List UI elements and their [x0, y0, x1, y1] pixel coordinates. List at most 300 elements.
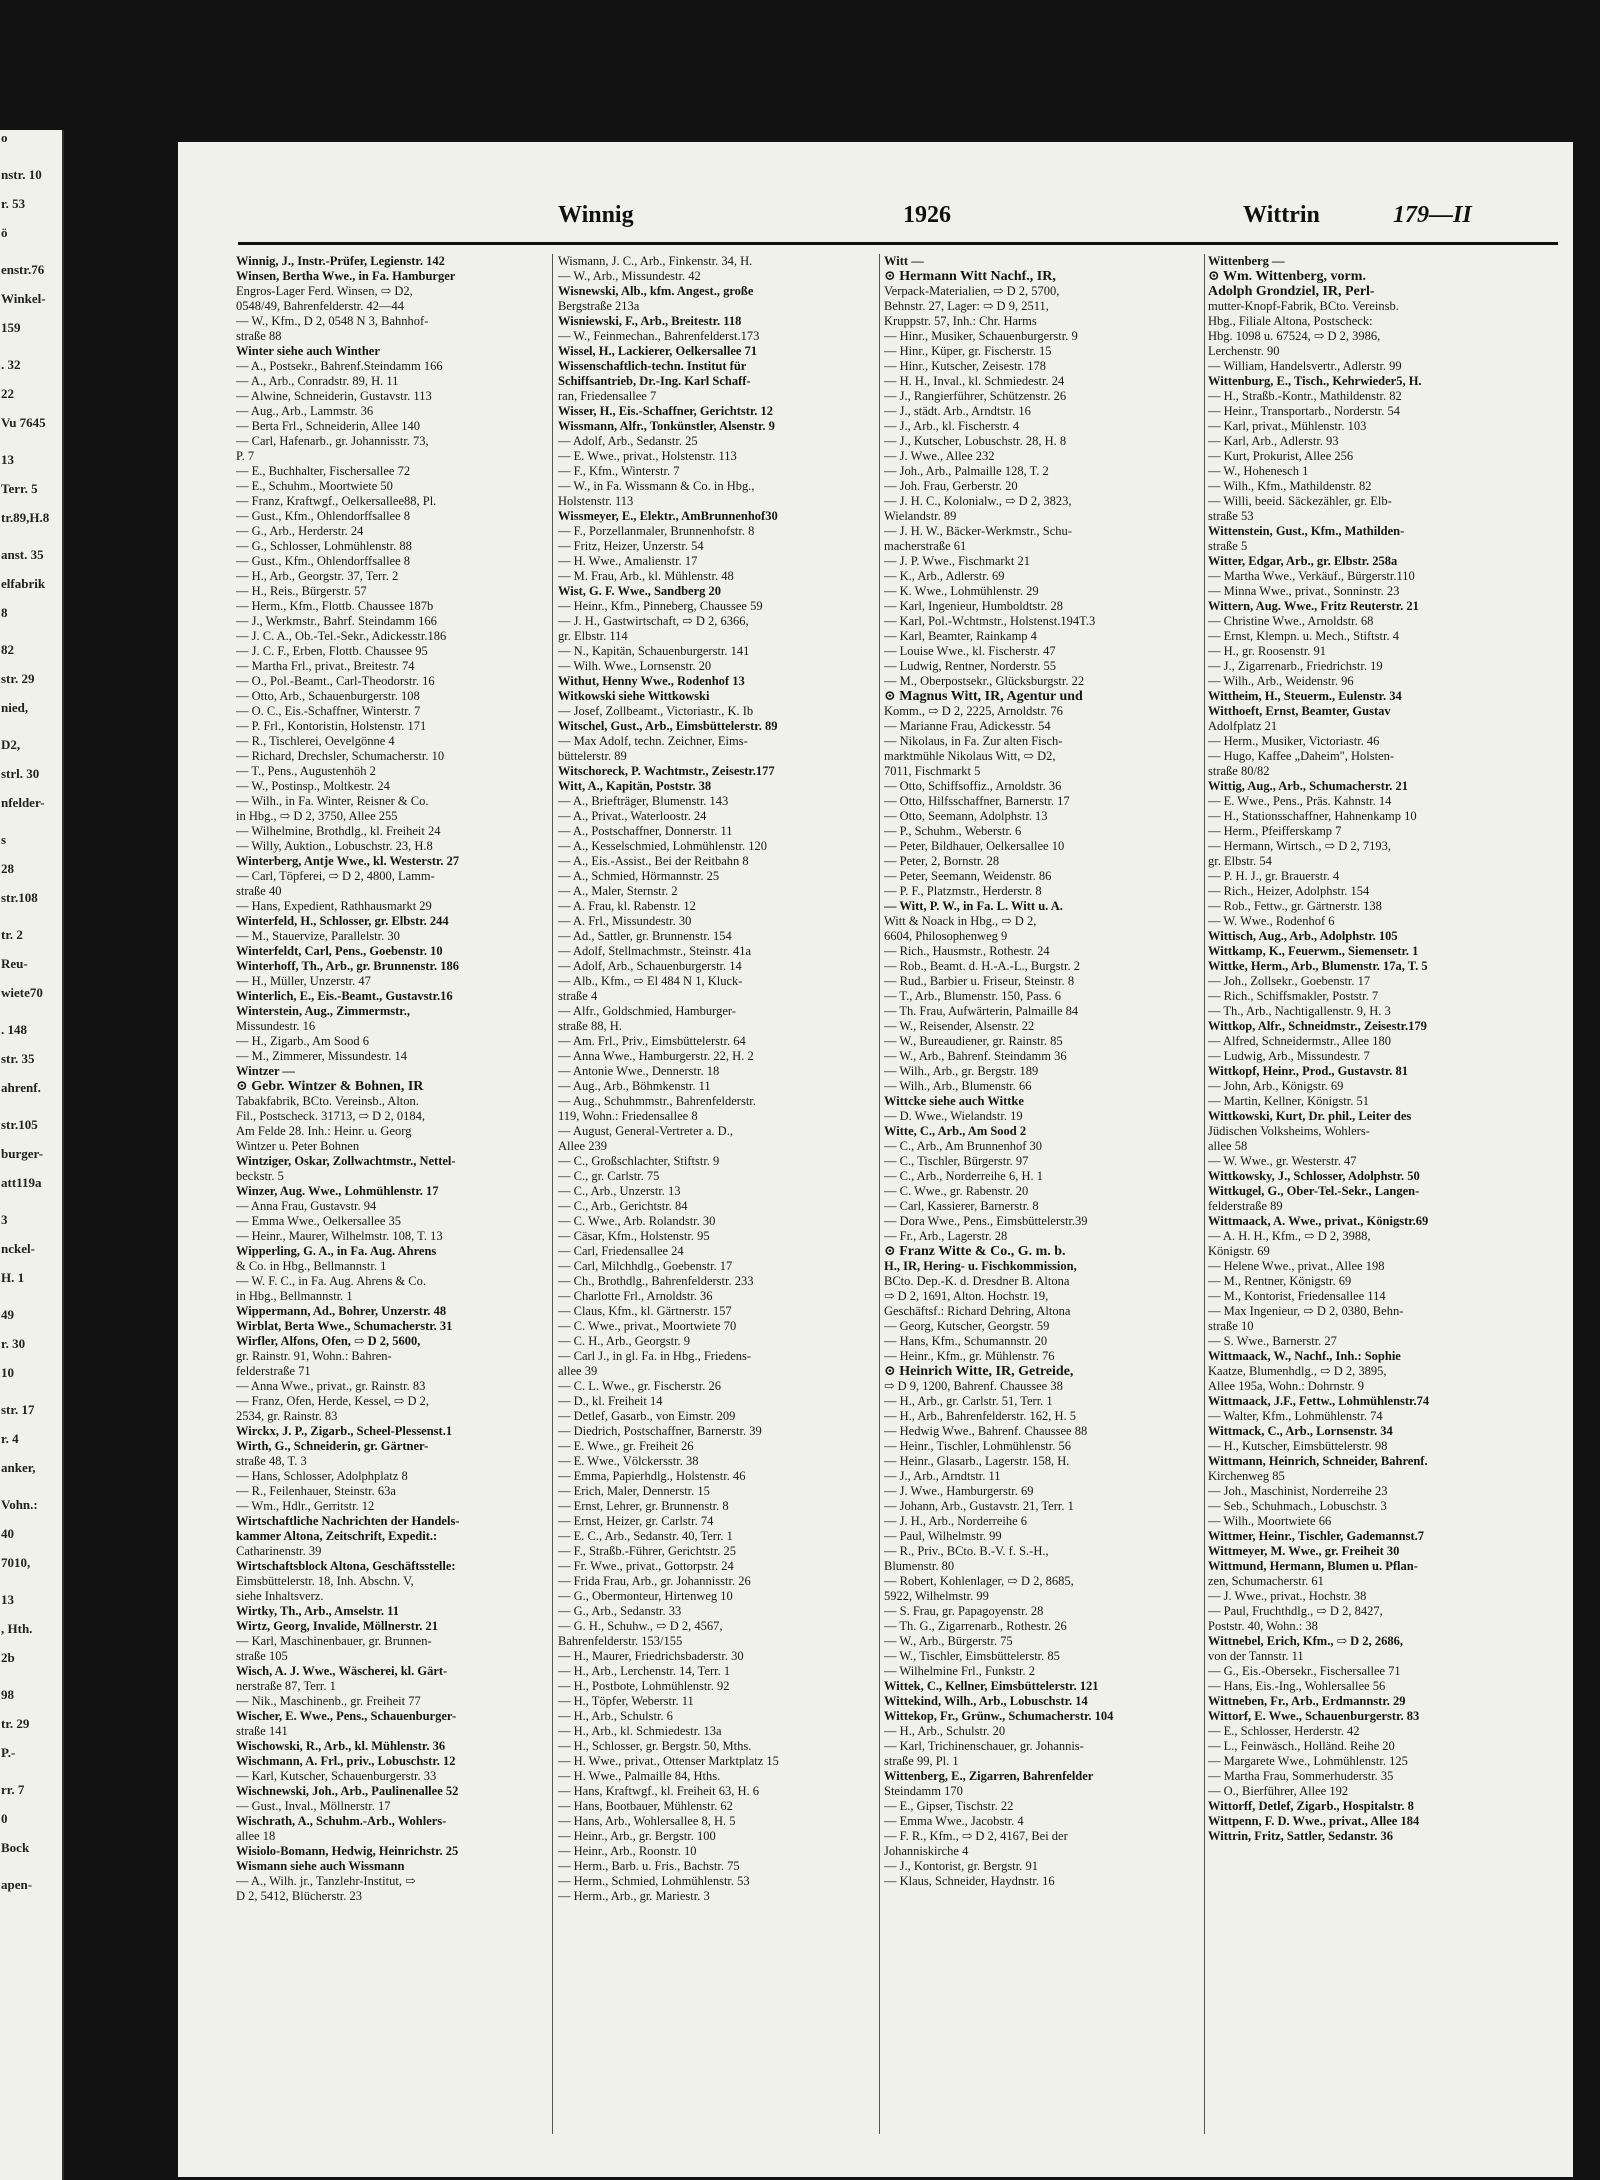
directory-entry: — Herm., Musiker, Victoriastr. 46 [1208, 734, 1380, 748]
directory-entry: — Wilhelmine, Brothdlg., kl. Freiheit 24 [236, 824, 441, 838]
directory-entry: straße 4 [558, 989, 598, 1003]
directory-entry: Wittmund, Hermann, Blumen u. Pflan- [1208, 1559, 1418, 1573]
directory-entry: siehe Inhaltsverz. [236, 1589, 324, 1603]
directory-entry: Winterfeld, H., Schlosser, gr. Elbstr. 244 [236, 914, 449, 928]
strip-fragment: 159 [1, 320, 21, 335]
directory-entry: — H. Wwe., privat., Ottenser Marktplatz 15 [558, 1754, 779, 1768]
directory-entry: — Herm., Kfm., Flottb. Chaussee 187b [236, 599, 434, 613]
directory-entry: Wittern, Aug. Wwe., Fritz Reuterstr. 21 [1208, 599, 1419, 613]
directory-entry: — Hans, Eis.-Ing., Wohlersallee 56 [1208, 1679, 1386, 1693]
directory-entry: — J. H. W., Bäcker-Werkmstr., Schu- [884, 524, 1072, 538]
directory-entry: Tabakfabrik, BCto. Vereinsb., Alton. [236, 1094, 419, 1108]
directory-entry: — Antonie Wwe., Dennerstr. 18 [558, 1064, 720, 1078]
directory-entry: — F., Straßb.-Führer, Gerichtstr. 25 [558, 1544, 736, 1558]
directory-entry: Winterstein, Aug., Zimmermstr., [236, 1004, 410, 1018]
directory-entry: — H., Maurer, Friedrichsbaderstr. 30 [558, 1649, 744, 1663]
directory-entry: — H., Straßb.-Kontr., Mathildenstr. 82 [1208, 389, 1402, 403]
directory-entry: — Otto, Arb., Schauenburgerstr. 108 [236, 689, 420, 703]
strip-fragment: . 32 [1, 357, 21, 372]
header-rule [238, 242, 1558, 245]
directory-entry: — H. Wwe., Amalienstr. 17 [558, 554, 698, 568]
directory-entry: Winterhoff, Th., Arb., gr. Brunnenstr. 186 [236, 959, 459, 973]
directory-entry: Winzer, Aug. Wwe., Lohmühlenstr. 17 [236, 1184, 439, 1198]
directory-entry: Wirckx, J. P., Zigarb., Scheel-Plessenst.1 [236, 1424, 453, 1438]
directory-entry: — Martin, Kellner, Königstr. 51 [1208, 1094, 1369, 1108]
directory-entry: — Louise Wwe., kl. Fischerstr. 47 [884, 644, 1056, 658]
directory-entry: — Charlotte Frl., Arnoldstr. 36 [558, 1289, 713, 1303]
directory-entry: — Heinr., Arb., gr. Bergstr. 100 [558, 1829, 716, 1843]
directory-entry: in Hbg., ⇨ D 2, 3750, Allee 255 [236, 809, 398, 823]
directory-entry: — P. F., Platzmstr., Herderstr. 8 [884, 884, 1042, 898]
directory-entry: Lerchenstr. 90 [1208, 344, 1280, 358]
directory-entry: — Rich., Heizer, Adolphstr. 154 [1208, 884, 1370, 898]
strip-fragment: enstr.76 [1, 262, 45, 277]
directory-entry: — Heinr., Maurer, Wilhelmstr. 108, T. 13 [236, 1229, 443, 1243]
directory-entry: — H., Arb., kl. Schmiedestr. 13a [558, 1724, 722, 1738]
directory-entry: — R., Priv., BCto. B.-V. f. S.-H., [884, 1544, 1049, 1558]
directory-entry: Wipperling, G. A., in Fa. Aug. Ahrens [236, 1244, 437, 1258]
directory-entry: Wittkopf, Heinr., Prod., Gustavstr. 81 [1208, 1064, 1409, 1078]
directory-entry: — Paul, Fruchthdlg., ⇨ D 2, 8427, [1208, 1604, 1383, 1618]
firm-entry: ⊙ Franz Witte & Co., G. m. b. [884, 1244, 1066, 1259]
directory-entry: — W., Hohenesch 1 [1208, 464, 1309, 478]
directory-entry: — Rud., Barbier u. Friseur, Steinstr. 8 [884, 974, 1075, 988]
strip-fragment: H. 1 [1, 1270, 25, 1285]
directory-entry: allee 39 [558, 1364, 598, 1378]
directory-entry: — Dora Wwe., Pens., Eimsbüttelerstr.39 [884, 1214, 1088, 1228]
directory-entry: — C. L. Wwe., gr. Fischerstr. 26 [558, 1379, 721, 1393]
directory-entry: — G., Schlosser, Lohmühlenstr. 88 [236, 539, 412, 553]
directory-entry: Winterlich, E., Eis.-Beamt., Gustavstr.16 [236, 989, 453, 1003]
directory-entry: — Wilh., Arb., Weidenstr. 96 [1208, 674, 1354, 688]
directory-entry: — O. C., Eis.-Schaffner, Winterstr. 7 [236, 704, 421, 718]
directory-entry: — Herm., Pfeifferskamp 7 [1208, 824, 1342, 838]
directory-entry: — O., Bierführer, Allee 192 [1208, 1784, 1349, 1798]
header-last-name: Wittrin [1243, 202, 1320, 228]
strip-fragment: 3 [1, 1212, 8, 1227]
strip-fragment: str.108 [1, 890, 38, 905]
directory-entry: Eimsbüttelerstr. 18, Inh. Abschn. V, [236, 1574, 414, 1588]
directory-entry: — Heinr., Glasarb., Lagerstr. 158, H. [884, 1454, 1070, 1468]
directory-entry: — C. Wwe., Arb. Rolandstr. 30 [558, 1214, 716, 1228]
column-divider [1204, 254, 1205, 2134]
directory-entry: — Aug., Arb., Lammstr. 36 [236, 404, 374, 418]
directory-entry: — J. Wwe., Allee 232 [884, 449, 995, 463]
directory-entry: — Herm., Barb. u. Fris., Bachstr. 75 [558, 1859, 740, 1873]
directory-entry: Witt — [884, 254, 924, 268]
strip-fragment: , Hth. [1, 1621, 33, 1636]
directory-entry: ⇨ D 2, 1691, Alton. Hochstr. 19, [884, 1289, 1049, 1303]
directory-entry: — J. H., Arb., Norderreihe 6 [884, 1514, 1028, 1528]
directory-entry: Wielandstr. 89 [884, 509, 957, 523]
directory-entry: — Alb., Kfm., ⇨ El 484 N 1, Kluck- [558, 974, 743, 988]
directory-entry: — H. Wwe., Palmaille 84, Hths. [558, 1769, 721, 1783]
strip-fragment: 98 [1, 1687, 14, 1702]
directory-entry: Witschel, Gust., Arb., Eimsbüttelerstr. 89 [558, 719, 778, 733]
strip-fragment: 7010, [1, 1555, 31, 1570]
directory-entry: — H., Töpfer, Weberstr. 11 [558, 1694, 694, 1708]
directory-entry: — Witt, P. W., in Fa. L. Witt u. A. [884, 899, 1063, 913]
directory-entry: 119, Wohn.: Friedensallee 8 [558, 1109, 698, 1123]
directory-entry: — Willi, beeid. Säckezähler, gr. Elb- [1208, 494, 1392, 508]
strip-fragment: rr. 7 [1, 1782, 25, 1797]
strip-fragment: 2b [1, 1650, 15, 1665]
directory-entry: — J., Rangierführer, Schützenstr. 26 [884, 389, 1067, 403]
directory-entry: — Carl, Töpferei, ⇨ D 2, 4800, Lamm- [236, 869, 435, 883]
strip-fragment: att119a [1, 1175, 42, 1190]
directory-entry: Withut, Henny Wwe., Rodenhof 13 [558, 674, 745, 688]
directory-entry: — Joh., Arb., Palmaille 128, T. 2 [884, 464, 1049, 478]
directory-entry: — Hinr., Küper, gr. Fischerstr. 15 [884, 344, 1052, 358]
strip-fragment: 10 [1, 1365, 14, 1380]
directory-entry: — N., Kapitän, Schauenburgerstr. 141 [558, 644, 750, 658]
directory-entry: — G. H., Schuhw., ⇨ D 2, 4567, [558, 1619, 723, 1633]
directory-entry: — W. Wwe., Rodenhof 6 [1208, 914, 1335, 928]
directory-entry: Wischowski, R., Arb., kl. Mühlenstr. 36 [236, 1739, 446, 1753]
directory-entry: Wischmann, A. Frl., priv., Lobuschstr. 12 [236, 1754, 456, 1768]
directory-entry: — Martha Frau, Sommerhuderstr. 35 [1208, 1769, 1394, 1783]
directory-entry: — Max Adolf, techn. Zeichner, Eims- [558, 734, 748, 748]
strip-fragment: ö [1, 225, 8, 240]
directory-entry: Johanniskirche 4 [884, 1844, 969, 1858]
directory-entry: — Kurt, Prokurist, Allee 256 [1208, 449, 1354, 463]
directory-entry: — Alfr., Goldschmied, Hamburger- [558, 1004, 736, 1018]
directory-entry: — Hans, Bootbauer, Mühlenstr. 62 [558, 1799, 733, 1813]
directory-entry: Wittig, Aug., Arb., Schumacherstr. 21 [1208, 779, 1409, 793]
directory-entry: Wittkugel, G., Ober-Tel.-Sekr., Langen- [1208, 1184, 1420, 1198]
strip-fragment: anker, [1, 1460, 36, 1475]
directory-entry: — H., Müller, Unzerstr. 47 [236, 974, 371, 988]
directory-entry: — Wilh., Arb., Blumenstr. 66 [884, 1079, 1032, 1093]
directory-entry: Wirfler, Alfons, Ofen, ⇨ D 2, 5600, [236, 1334, 421, 1348]
column-4 [1208, 254, 1538, 2154]
directory-entry: Wissmeyer, E., Elektr., AmBrunnenhof30 [558, 509, 778, 523]
strip-fragment: str. 35 [1, 1051, 35, 1066]
directory-entry: — R., Feilenhauer, Steinstr. 63a [236, 1484, 396, 1498]
strip-fragment: ahrenf. [1, 1080, 41, 1095]
strip-fragment: r. 53 [1, 196, 26, 211]
directory-entry: felderstraße 71 [236, 1364, 311, 1378]
directory-entry: — W. F. C., in Fa. Aug. Ahrens & Co. [236, 1274, 426, 1288]
directory-entry: — Th. Frau, Aufwärterin, Palmaille 84 [884, 1004, 1079, 1018]
directory-entry: Winterfeldt, Carl, Pens., Goebenstr. 10 [236, 944, 443, 958]
directory-entry: — J., Arb., kl. Fischerstr. 4 [884, 419, 1020, 433]
directory-entry: — E. Wwe., privat., Holstenstr. 113 [558, 449, 737, 463]
directory-entry: — E. Wwe., Pens., Präs. Kahnstr. 14 [1208, 794, 1392, 808]
directory-entry: — Karl, Kutscher, Schauenburgerstr. 33 [236, 1769, 437, 1783]
directory-entry: — M. Frau, Arb., kl. Mühlenstr. 48 [558, 569, 734, 583]
directory-entry: — Adolf, Arb., Schauenburgerstr. 14 [558, 959, 742, 973]
directory-entry: straße 141 [236, 1724, 288, 1738]
directory-entry: — A. Frl., Missundestr. 30 [558, 914, 692, 928]
directory-entry: — A., Wilh. jr., Tanzlehr-Institut, ⇨ [236, 1874, 416, 1888]
directory-entry: — H. H., Inval., kl. Schmiedestr. 24 [884, 374, 1065, 388]
directory-entry: — H., Reis., Bürgerstr. 57 [236, 584, 367, 598]
strip-fragment: strl. 30 [1, 766, 40, 781]
directory-entry: — Am. Frl., Priv., Eimsbüttelerstr. 64 [558, 1034, 746, 1048]
directory-entry: — W., Reisender, Alsenstr. 22 [884, 1019, 1035, 1033]
directory-entry: — A. H. H., Kfm., ⇨ D 2, 3988, [1208, 1229, 1371, 1243]
strip-fragment: nstr. 10 [1, 167, 42, 182]
header-first-name: Winnig [558, 202, 634, 228]
directory-entry: Kruppstr. 57, Inh.: Chr. Harms [884, 314, 1037, 328]
strip-fragment: Vohn.: [1, 1497, 38, 1512]
page-header [238, 202, 1548, 242]
directory-entry: — Aug., Schuhmmstr., Bahrenfelderstr. [558, 1094, 756, 1108]
directory-entry: Wittkowski, Kurt, Dr. phil., Leiter des [1208, 1109, 1412, 1123]
directory-entry: — G., Arb., Sedanstr. 33 [558, 1604, 682, 1618]
directory-entry: Wintzer u. Peter Bohnen [236, 1139, 360, 1153]
directory-entry: — A., Maler, Sternstr. 2 [558, 884, 678, 898]
directory-entry: — E., Schuhm., Moortwiete 50 [236, 479, 393, 493]
directory-entry: — Karl, privat., Mühlenstr. 103 [1208, 419, 1367, 433]
directory-entry: — Willy, Auktion., Lobuschstr. 23, H.8 [236, 839, 433, 853]
firm-entry: ⊙ Magnus Witt, IR, Agentur und [884, 689, 1083, 704]
directory-entry: Fil., Postscheck. 31713, ⇨ D 2, 0184, [236, 1109, 425, 1123]
directory-entry: — Rob., Beamt. d. H.-A.-L., Burgstr. 2 [884, 959, 1080, 973]
directory-entry: — Karl, Pol.-Wchtmstr., Holstenst.194T.3 [884, 614, 1096, 628]
directory-entry: — Karl, Arb., Adlerstr. 93 [1208, 434, 1339, 448]
directory-entry: — Carl, Hafenarb., gr. Johannisstr. 73, [236, 434, 429, 448]
directory-entry: ran, Friedensallee 7 [558, 389, 657, 403]
directory-entry: Steindamm 170 [884, 1784, 963, 1798]
directory-entry: — Hans, Kfm., Schumannstr. 20 [884, 1334, 1048, 1348]
directory-entry: ⇨ D 9, 1200, Bahrenf. Chaussee 38 [884, 1379, 1063, 1393]
directory-entry: Winsen, Bertha Wwe., in Fa. Hamburger [236, 269, 456, 283]
strip-fragment: 0 [1, 1811, 8, 1826]
directory-entry: — Helene Wwe., privat., Allee 198 [1208, 1259, 1385, 1273]
directory-entry: — G., Arb., Herderstr. 24 [236, 524, 364, 538]
directory-entry: — J. C. A., Ob.-Tel.-Sekr., Adickesstr.186 [236, 629, 447, 643]
directory-entry: Wittmaack, W., Nachf., Inh.: Sophie [1208, 1349, 1401, 1363]
directory-entry: — Otto, Schiffsoffiz., Arnoldstr. 36 [884, 779, 1062, 793]
strip-fragment: str. 17 [1, 1402, 35, 1417]
directory-entry: — J. Wwe., privat., Hochstr. 38 [1208, 1589, 1367, 1603]
directory-entry: straße 99, Pl. 1 [884, 1754, 959, 1768]
directory-entry: Wittke, Herm., Arb., Blumenstr. 17a, T. 5 [1208, 959, 1428, 973]
strip-fragment: Bock [1, 1840, 30, 1855]
directory-entry: — Th., Arb., Nachtigallenstr. 9, H. 3 [1208, 1004, 1391, 1018]
directory-entry: — H., Arb., Lerchenstr. 14, Terr. 1 [558, 1664, 731, 1678]
directory-entry: — H., Kutscher, Eimsbüttelerstr. 98 [1208, 1439, 1388, 1453]
directory-entry: von der Tannstr. 11 [1208, 1649, 1304, 1663]
directory-entry: straße 48, T. 3 [236, 1454, 307, 1468]
directory-entry: — W. Wwe., gr. Westerstr. 47 [1208, 1154, 1357, 1168]
directory-entry: — E. C., Arb., Sedanstr. 40, Terr. 1 [558, 1529, 733, 1543]
directory-entry: straße 53 [1208, 509, 1254, 523]
directory-entry: — Wilh., Kfm., Mathildenstr. 82 [1208, 479, 1372, 493]
column-1 [236, 254, 548, 2154]
directory-entry: — Karl, Ingenieur, Humboldtstr. 28 [884, 599, 1063, 613]
strip-fragment: anst. 35 [1, 547, 44, 562]
directory-entry: nerstraße 87, Terr. 1 [236, 1679, 336, 1693]
directory-entry: — Hans, Arb., Wohlersallee 8, H. 5 [558, 1814, 736, 1828]
directory-entry: — C., Arb., Norderreihe 6, H. 1 [884, 1169, 1043, 1183]
directory-entry: Wittpenn, F. D. Wwe., privat., Allee 184 [1208, 1814, 1420, 1828]
directory-entry: D 2, 5412, Blücherstr. 23 [236, 1889, 363, 1903]
directory-entry: — J. P. Wwe., Fischmarkt 21 [884, 554, 1030, 568]
directory-page [178, 142, 1573, 2177]
directory-entry: Wittenberg, E., Zigarren, Bahrenfelder [884, 1769, 1094, 1783]
strip-fragment: apen- [1, 1877, 33, 1892]
directory-entry: — Carl, Friedensallee 24 [558, 1244, 684, 1258]
directory-entry: Bergstraße 213a [558, 299, 640, 313]
directory-entry: — Hermann, Wirtsch., ⇨ D 2, 7193, [1208, 839, 1391, 853]
directory-entry: — J. C. F., Erben, Flottb. Chaussee 95 [236, 644, 428, 658]
directory-entry: — A., Kesselschmied, Lohmühlenstr. 120 [558, 839, 768, 853]
directory-entry: — C. Wwe., privat., Moortwiete 70 [558, 1319, 737, 1333]
directory-entry: beckstr. 5 [236, 1169, 284, 1183]
directory-entry: straße 88 [236, 329, 282, 343]
directory-entry: — Wilhelmine Frl., Funkstr. 2 [884, 1664, 1036, 1678]
directory-entry: — Berta Frl., Schneiderin, Allee 140 [236, 419, 420, 433]
strip-fragment: o [1, 130, 8, 145]
directory-entry: Wissel, H., Lackierer, Oelkersallee 71 [558, 344, 758, 358]
strip-fragment: r. 30 [1, 1336, 26, 1351]
directory-entry: Wist, G. F. Wwe., Sandberg 20 [558, 584, 721, 598]
directory-entry: Poststr. 40, Wohn.: 38 [1208, 1619, 1318, 1633]
directory-entry: zen, Schumacherstr. 61 [1208, 1574, 1324, 1588]
directory-entry: — W., Arb., Missundestr. 42 [558, 269, 701, 283]
directory-entry: Jüdischen Volksheims, Wohlers- [1208, 1124, 1370, 1138]
directory-entry: Holstenstr. 113 [558, 494, 634, 508]
directory-entry: — Peter, 2, Bornstr. 28 [884, 854, 1000, 868]
directory-entry: — P. Frl., Kontoristin, Holstenstr. 171 [236, 719, 427, 733]
strip-fragment: P.- [1, 1745, 16, 1760]
directory-entry: — Fr. Wwe., privat., Gottorpstr. 24 [558, 1559, 734, 1573]
directory-entry: Wismann, J. C., Arb., Finkenstr. 34, H. [558, 254, 753, 268]
directory-entry: — Carl J., in gl. Fa. in Hbg., Friedens- [558, 1349, 752, 1363]
directory-entry: Engros-Lager Ferd. Winsen, ⇨ D2, [236, 284, 413, 298]
directory-entry: — Fritz, Heizer, Unzerstr. 54 [558, 539, 704, 553]
directory-entry: — C., Arb., Am Brunnenhof 30 [884, 1139, 1042, 1153]
directory-entry: Wittekop, Fr., Grünw., Schumacherstr. 104 [884, 1709, 1114, 1723]
strip-fragment: tr. 29 [1, 1716, 30, 1731]
directory-entry: — P., Schuhm., Weberstr. 6 [884, 824, 1022, 838]
directory-entry: Wirth, G., Schneiderin, gr. Gärtner- [236, 1439, 429, 1453]
directory-entry: — J., Kutscher, Lobuschstr. 28, H. 8 [884, 434, 1067, 448]
directory-entry: — J. Wwe., Hamburgerstr. 69 [884, 1484, 1034, 1498]
strip-fragment: nckel- [1, 1241, 35, 1256]
directory-entry: — D., kl. Freiheit 14 [558, 1394, 663, 1408]
directory-entry: — Gust., Kfm., Ohlendorffsallee 8 [236, 554, 411, 568]
strip-fragment: Winkel- [1, 291, 46, 306]
directory-entry: — Martha Wwe., Verkäuf., Bürgerstr.110 [1208, 569, 1415, 583]
directory-entry: — M., Kontorist, Friedensallee 114 [1208, 1289, 1386, 1303]
directory-entry: Wintzer — [236, 1064, 295, 1078]
directory-entry: — M., Stauervize, Parallelstr. 30 [236, 929, 400, 943]
directory-entry: — A., Schmied, Hörmannstr. 25 [558, 869, 720, 883]
directory-entry: Wittmann, Heinrich, Schneider, Bahrenf. [1208, 1454, 1428, 1468]
directory-entry: Komm., ⇨ D 2, 2225, Arnoldstr. 76 [884, 704, 1063, 718]
directory-entry: Witte, C., Arb., Am Sood 2 [884, 1124, 1027, 1138]
directory-entry: — Herm., Schmied, Lohmühlenstr. 53 [558, 1874, 750, 1888]
directory-entry: — Gust., Inval., Möllnerstr. 17 [236, 1799, 391, 1813]
directory-entry: — Otto, Hilfsschaffner, Barnerstr. 17 [884, 794, 1070, 808]
directory-entry: — Carl, Kassierer, Barnerstr. 8 [884, 1199, 1039, 1213]
directory-entry: — E. Wwe., Völckersstr. 38 [558, 1454, 699, 1468]
directory-entry: Verpack-Materialien, ⇨ D 2, 5700, [884, 284, 1060, 298]
directory-entry: — Anna Frau, Gustavstr. 94 [236, 1199, 377, 1213]
directory-entry: gr. Elbstr. 54 [1208, 854, 1272, 868]
directory-entry: H., IR, Hering- u. Fischkommission, [884, 1259, 1077, 1273]
directory-entry: — Heinr., Kfm., Pinneberg, Chaussee 59 [558, 599, 763, 613]
directory-entry: — Robert, Kohlenlager, ⇨ D 2, 8685, [884, 1574, 1074, 1588]
directory-entry: felderstraße 89 [1208, 1199, 1283, 1213]
directory-entry: — L., Feinwäsch., Holländ. Reihe 20 [1208, 1739, 1395, 1753]
strip-fragment: 40 [1, 1526, 14, 1541]
strip-fragment: nfelder- [1, 795, 45, 810]
directory-entry: Königstr. 69 [1208, 1244, 1270, 1258]
directory-entry: Wissmann, Alfr., Tonkünstler, Alsenstr. 9 [558, 419, 775, 433]
directory-entry: Wischer, E. Wwe., Pens., Schauenburger- [236, 1709, 457, 1723]
strip-fragment: str.105 [1, 1117, 38, 1132]
directory-entry: Adolfplatz 21 [1208, 719, 1278, 733]
directory-entry: Wirtschaftsblock Altona, Geschäftsstelle: [236, 1559, 456, 1573]
strip-fragment: Reu- [1, 956, 28, 971]
directory-entry: Wittheim, H., Steuerm., Eulenstr. 34 [1208, 689, 1402, 703]
directory-entry: — E., Buchhalter, Fischersallee 72 [236, 464, 411, 478]
directory-entry: Witkowski siehe Wittkowski [558, 689, 710, 703]
directory-entry: Missundestr. 16 [236, 1019, 316, 1033]
directory-entry: — Joh., Maschinist, Norderreihe 23 [1208, 1484, 1388, 1498]
directory-entry: — J., Arb., Arndtstr. 11 [884, 1469, 1001, 1483]
strip-fragment: 49 [1, 1307, 14, 1322]
directory-entry: — H., Arb., Schulstr. 20 [884, 1724, 1006, 1738]
directory-entry: — A., Privat., Waterloostr. 24 [558, 809, 707, 823]
directory-entry: — C., Großschlachter, Stiftstr. 9 [558, 1154, 720, 1168]
directory-entry: — Seb., Schuhmach., Lobuschstr. 3 [1208, 1499, 1387, 1513]
directory-entry: — T., Arb., Blumenstr. 150, Pass. 6 [884, 989, 1061, 1003]
directory-entry: — P. H. J., gr. Brauerstr. 4 [1208, 869, 1340, 883]
directory-entry: — K. Wwe., Lohmühlenstr. 29 [884, 584, 1039, 598]
directory-entry: — Heinr., Arb., Roonstr. 10 [558, 1844, 697, 1858]
directory-entry: — F. R., Kfm., ⇨ D 2, 4167, Bei der [884, 1829, 1068, 1843]
directory-entry: — F., Porzellanmaler, Brunnenhofstr. 8 [558, 524, 755, 538]
directory-entry: Wittkop, Alfr., Schneidmstr., Zeisestr.179 [1208, 1019, 1427, 1033]
directory-entry: Wischnewski, Joh., Arb., Paulinenallee 52 [236, 1784, 459, 1798]
directory-entry: — Claus, Kfm., kl. Gärtnerstr. 157 [558, 1304, 732, 1318]
directory-entry: Wittenburg, E., Tisch., Kehrwieder5, H. [1208, 374, 1422, 388]
directory-entry: — Margarete Wwe., Lohmühlenstr. 125 [1208, 1754, 1408, 1768]
directory-entry: Schiffsantrieb, Dr.-Ing. Karl Schaff- [558, 374, 751, 388]
directory-entry: Allee 239 [558, 1139, 607, 1153]
directory-entry: — W., Postinsp., Moltkestr. 24 [236, 779, 390, 793]
column-divider [552, 254, 553, 2134]
directory-entry: — M., Rentner, Königstr. 69 [1208, 1274, 1352, 1288]
directory-entry: straße 10 [1208, 1319, 1254, 1333]
strip-fragment: elfabrik [1, 576, 46, 591]
directory-entry: macherstraße 61 [884, 539, 967, 553]
directory-entry: — Gust., Kfm., Ohlendorffsallee 8 [236, 509, 411, 523]
directory-entry: Blumenstr. 80 [884, 1559, 955, 1573]
directory-entry: — Heinr., Tischler, Lohmühlenstr. 56 [884, 1439, 1071, 1453]
directory-entry: Wisniewski, F., Arb., Breitestr. 118 [558, 314, 742, 328]
directory-entry: Wintziger, Oskar, Zollwachtmstr., Nettel- [236, 1154, 456, 1168]
directory-entry: — C., Arb., Gerichtstr. 84 [558, 1199, 688, 1213]
directory-entry: Wittek, C., Kellner, Eimsbüttelerstr. 121 [884, 1679, 1099, 1693]
directory-entry: — Paul, Wilhelmstr. 99 [884, 1529, 1002, 1543]
directory-entry: — O., Pol.-Beamt., Carl-Theodorstr. 16 [236, 674, 435, 688]
directory-entry: Kirchenweg 85 [1208, 1469, 1285, 1483]
directory-entry: — H., Arb., gr. Carlstr. 51, Terr. 1 [884, 1394, 1053, 1408]
strip-fragment: 82 [1, 642, 14, 657]
strip-fragment: D2, [1, 737, 21, 752]
directory-entry: — Wilh. Wwe., Lornsenstr. 20 [558, 659, 712, 673]
directory-entry: — W., Bureaudiener, gr. Rainstr. 85 [884, 1034, 1063, 1048]
directory-entry: Witter, Edgar, Arb., gr. Elbstr. 258a [1208, 554, 1398, 568]
directory-entry: — Ad., Sattler, gr. Brunnenstr. 154 [558, 929, 732, 943]
